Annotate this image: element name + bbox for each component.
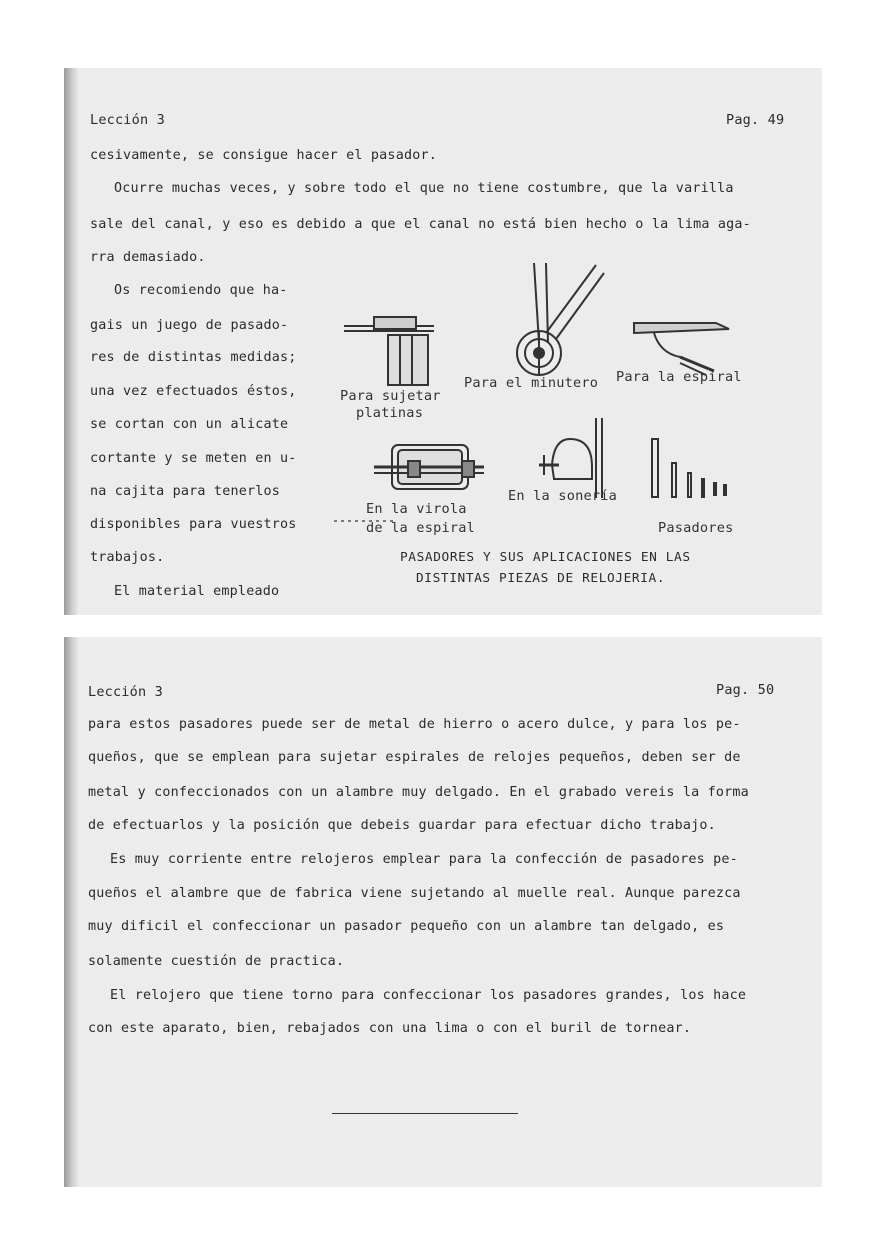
lesson-header: Lección 3	[88, 684, 163, 700]
label-minutero: Para el minutero	[464, 375, 599, 391]
figure-caption: DISTINTAS PIEZAS DE RELOJERIA.	[416, 571, 666, 586]
text-line: muy dificil el confeccionar un pasador pequeño con un alambre tan delgado, es	[88, 919, 725, 934]
label-platinas: Para sujetar	[340, 388, 441, 404]
page-number: Pag. 50	[716, 682, 775, 698]
lesson-header: Lección 3	[90, 112, 165, 128]
pasadores-drawing	[652, 439, 726, 497]
column-line: trabajos.	[90, 550, 165, 565]
espiral-pin-drawing	[634, 323, 729, 375]
column-line: Os recomiendo que ha-	[114, 283, 288, 298]
text-line: Es muy corriente entre relojeros emplear para la confección de pasadores pe-	[110, 852, 738, 867]
column-line: res de distintas medidas;	[90, 350, 297, 365]
text-line: queños, que se emplean para sujetar espirales de relojes pequeños, deben ser de	[88, 750, 741, 765]
virola-pin-drawing	[374, 445, 484, 489]
text-line: cesivamente, se consigue hacer el pasador.	[90, 148, 437, 163]
label-espiral: Para la espiral	[616, 369, 742, 385]
figure-caption: PASADORES Y SUS APLICACIONES EN LAS	[400, 550, 691, 565]
column-line: una vez efectuados éstos,	[90, 384, 297, 399]
column-line: na cajita para tenerlos	[90, 484, 281, 499]
text-line: sale del canal, y eso es debido a que el canal no está bien hecho o la lima aga-	[90, 217, 751, 232]
platinas-pin-drawing	[344, 317, 434, 385]
text-line: de efectuarlos y la posición que debeis guardar para efectuar dicho trabajo.	[88, 818, 716, 833]
column-line: cortante y se meten en u-	[90, 451, 297, 466]
label-soneria: En la sonería	[508, 488, 617, 504]
minutero-pin-drawing	[517, 263, 604, 375]
label-virola: de la espiral	[366, 520, 475, 536]
text-line: Ocurre muchas veces, y sobre todo el que no tiene costumbre, que la varilla	[114, 181, 734, 196]
text-line: metal y confeccionados con un alambre muy delgado. En el grabado vereis la forma	[88, 785, 749, 800]
column-line: se cortan con un alicate	[90, 417, 289, 432]
label-pasadores: Pasadores	[658, 520, 734, 536]
page-50	[64, 637, 822, 1187]
column-line: gais un juego de pasado-	[90, 318, 289, 333]
page-number: Pag. 49	[726, 112, 785, 128]
text-line: con este aparato, bien, rebajados con una lima o con el buril de tornear.	[88, 1021, 692, 1036]
text-line: para estos pasadores puede ser de metal de hierro o acero dulce, y para los pe-	[88, 717, 741, 732]
column-line: disponibles para vuestros	[90, 517, 297, 532]
label-platinas: platinas	[356, 405, 424, 421]
text-line: El relojero que tiene torno para confeccionar los pasadores grandes, los hace	[110, 988, 747, 1003]
label-virola: En la virola	[366, 501, 467, 517]
text-line: rra demasiado.	[90, 250, 206, 265]
column-line: El material empleado	[114, 584, 280, 599]
text-line: queños el alambre que de fabrica viene sujetando al muelle real. Aunque parezca	[88, 886, 741, 901]
end-rule	[332, 1113, 518, 1114]
text-line: solamente cuestión de practica.	[88, 954, 345, 969]
page-49	[64, 68, 822, 615]
soneria-pin-drawing	[539, 418, 602, 498]
